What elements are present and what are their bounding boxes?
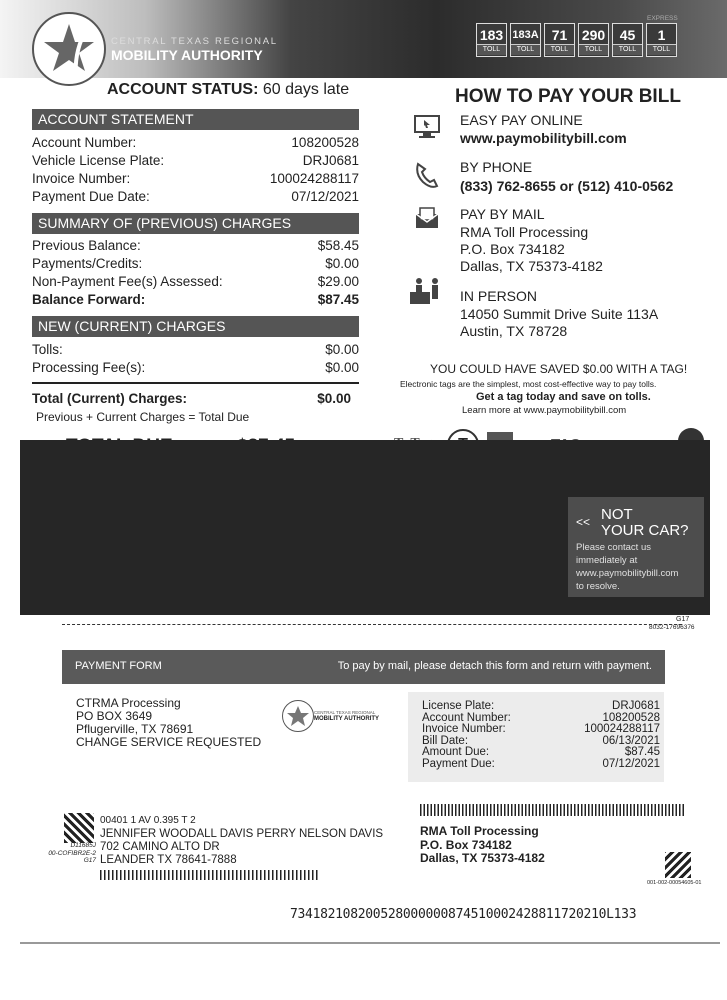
- ctrma-small-logo-text: CENTRAL TEXAS REGIONAL: [314, 710, 376, 715]
- account-status-value: 60 days late: [262, 81, 350, 98]
- toll-badge: 71 TOLL: [544, 23, 575, 57]
- ctrma-logo: [32, 12, 106, 86]
- pay-phone-numbers: (833) 762-8655 or (512) 410-0562: [460, 178, 674, 194]
- detail-row: License Plate: DRJ0681: [422, 700, 660, 712]
- recipient-address: JENNIFER WOODALL DAVIS PERRY NELSON DAVIS 702 CAMINO ALTO DR LEANDER TX 78641-7888: [100, 828, 384, 866]
- tag-promo-line3: Learn more at www.paymobilitybill.com: [462, 405, 627, 416]
- summary-charges-header: SUMMARY OF (PREVIOUS) CHARGES: [32, 213, 359, 234]
- star-road-logo-icon: [34, 14, 104, 84]
- postal-barcode-icon: [100, 870, 318, 880]
- recipient-code: 00401 1 AV 0.395 T 2: [100, 815, 196, 826]
- summary-row: Payments/Credits: $0.00: [32, 256, 359, 271]
- balance-forward-row: Balance Forward: $87.45: [32, 292, 359, 307]
- pay-person-head: IN PERSON: [460, 288, 538, 304]
- pay-mail-line: P.O. Box 734182: [460, 241, 565, 257]
- account-status-label: ACCOUNT STATUS:: [107, 81, 259, 98]
- divider: [32, 382, 359, 384]
- detail-row: Invoice Number: 100024288117: [422, 723, 660, 736]
- org-name-small: CENTRAL TEXAS REGIONAL: [111, 36, 278, 47]
- toll-badge: 290 TOLL: [578, 23, 609, 57]
- payment-details-box: [408, 692, 664, 782]
- mail-icon: [414, 206, 440, 235]
- code-ref: 8032-17696376: [649, 624, 695, 631]
- remit-code: 001-002-00054605-01: [647, 880, 702, 886]
- new-charges-row: Tolls: $0.00: [32, 342, 359, 357]
- remit-address: RMA Toll Processing P.O. Box 734182 Dallas, TX 75373-4182: [420, 824, 545, 865]
- summary-charges: [32, 238, 359, 310]
- pay-person-line: 14050 Summit Drive Suite 113A: [460, 306, 659, 322]
- pay-mail-line: RMA Toll Processing: [460, 224, 589, 240]
- remit-barcode-icon: [420, 804, 686, 816]
- in-person-icon: [408, 276, 446, 311]
- toll-badge-express: EXPRESS 1 TOLL: [646, 23, 677, 57]
- payment-form-title: PAYMENT FORM: [75, 660, 162, 672]
- account-status: [107, 81, 349, 99]
- org-name-big: MOBILITY AUTHORITY: [111, 47, 263, 63]
- remit-qr-code-icon: [665, 852, 691, 878]
- account-statement-header: ACCOUNT STATEMENT: [32, 109, 359, 130]
- statement-row: Vehicle License Plate: DRJ0681: [32, 153, 359, 168]
- ctrma-small-logo-icon: [282, 700, 314, 732]
- bottom-edge: [20, 942, 720, 944]
- new-charges-row: Processing Fee(s): $0.00: [32, 360, 359, 375]
- payment-form-bar: [62, 650, 665, 684]
- pay-online-head: EASY PAY ONLINE: [460, 112, 583, 128]
- sender-address: CTRMA Processing PO BOX 3649 Pflugerville, TX 78691 CHANGE SERVICE REQUESTED: [76, 696, 262, 749]
- toll-badge: 183 TOLL: [476, 23, 507, 57]
- pay-person-line: Austin, TX 78728: [460, 323, 568, 339]
- detail-row: Amount Due: $87.45: [422, 746, 660, 759]
- pay-online-url[interactable]: www.paymobilitybill.com: [460, 130, 627, 146]
- total-current-charges: Total (Current) Charges: $0.00: [32, 391, 351, 406]
- statement-row: Payment Due Date: 07/12/2021: [32, 189, 359, 204]
- tag-promo-line2: Get a tag today and save on tolls.: [476, 391, 651, 403]
- new-charges: [32, 342, 359, 378]
- total-formula: Previous + Current Charges = Total Due: [36, 410, 250, 424]
- detail-row: Bill Date: 06/13/2021: [422, 734, 660, 747]
- pay-mail-line: Dallas, TX 75373-4182: [460, 258, 603, 274]
- payment-form-instruction: To pay by mail, please detach this form and return with payment.: [337, 660, 652, 672]
- pay-mail-head: PAY BY MAIL: [460, 206, 545, 222]
- new-charges-header: NEW (CURRENT) CHARGES: [32, 316, 359, 337]
- summary-row: Non-Payment Fee(s) Assessed: $29.00: [32, 274, 359, 289]
- summary-row: Previous Balance: $58.45: [32, 238, 359, 253]
- code-g17: G17: [676, 616, 690, 623]
- recipient-side-codes: D11685J 00-COFIBR2E-2 G17: [48, 842, 96, 864]
- how-to-pay-title: HOW TO PAY YOUR BILL: [455, 86, 681, 107]
- detail-row: Payment Due: 07/12/2021: [422, 757, 660, 770]
- not-your-car-box: << NOT YOUR CAR? Please contact us immediately at www.paymobilitybill.com to resolve.: [568, 497, 704, 597]
- pay-phone-head: BY PHONE: [460, 159, 533, 175]
- detail-row: Account Number: 108200528: [422, 711, 660, 724]
- computer-icon: [413, 114, 441, 145]
- toll-badge: 183A TOLL: [510, 23, 541, 57]
- toll-road-badges: [476, 15, 678, 57]
- arrow-left-icon: <<: [576, 515, 591, 529]
- statement-row: Invoice Number: 100024288117: [32, 171, 359, 186]
- ctrma-small-logo-text-big: MOBILITY AUTHORITY: [314, 716, 379, 722]
- payment-details: [422, 701, 660, 771]
- ocr-scanline: 734182108200528000000874510002428811720210L133: [290, 907, 637, 922]
- detach-line: [62, 624, 682, 625]
- statement-row: Account Number: 108200528: [32, 135, 359, 150]
- tag-promo-line1: Electronic tags are the simplest, most cost-effective way to pay tolls.: [400, 379, 657, 389]
- qr-code-icon: [64, 813, 94, 843]
- tag-promo-headline: YOU COULD HAVE SAVED $0.00 WITH A TAG!: [430, 362, 688, 376]
- phone-icon: [413, 160, 441, 195]
- account-statement: [32, 135, 359, 207]
- toll-badge: 45 TOLL: [612, 23, 643, 57]
